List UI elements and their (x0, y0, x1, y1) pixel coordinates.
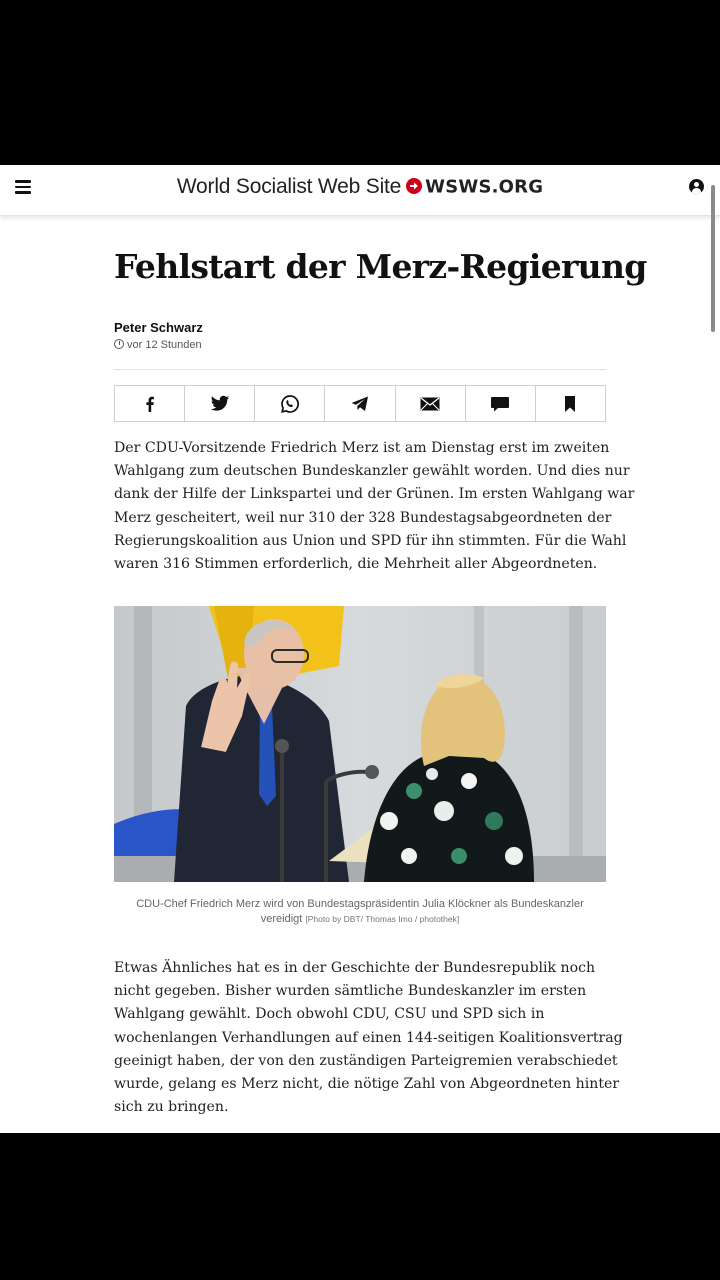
site-name: World Socialist Web Site (176, 175, 402, 198)
site-logo[interactable] (0, 175, 720, 199)
paragraph-line: wochenlangen Verhandlungen auf einen 144-seitigen Koalitionsvertrag (114, 1029, 623, 1046)
browser-viewport (0, 165, 720, 1133)
bookmark-button[interactable] (536, 386, 605, 421)
paragraph-line: Der CDU-Vorsitzende Friedrich Merz ist am Dienstag erst im zweiten (114, 440, 610, 456)
article-title: Fehlstart der Merz-Regierung (114, 247, 647, 286)
paragraph-line: Etwas Ähnliches hat es in der Geschichte der Bundesrepublik noch (114, 960, 596, 976)
timestamp-text: vor 12 Stunden (127, 339, 202, 351)
divider (114, 369, 606, 370)
telegram-icon (350, 395, 370, 413)
photo-caption (114, 897, 606, 927)
user-account-icon[interactable] (689, 179, 704, 194)
share-whatsapp-button[interactable] (255, 386, 325, 421)
article-timestamp (114, 339, 202, 351)
paragraph-line: waren 316 Stimmen erforderlich, die Mehrheit aller Abgeordneten. (114, 556, 598, 573)
paragraph-line: Regierungskoalition aus Union und SPD für ihn stimmten. Für die Wahl (114, 532, 627, 549)
wsws-arrow-logo-icon (406, 178, 422, 194)
photo-illustration (114, 606, 606, 882)
share-facebook-button[interactable] (115, 386, 185, 421)
caption-line-1: CDU-Chef Friedrich Merz wird von Bundestagspräsidentin Julia Klöckner als Bundeskanzler (136, 898, 584, 910)
site-header (0, 165, 720, 216)
bookmark-icon (563, 395, 577, 413)
share-telegram-button[interactable] (325, 386, 395, 421)
twitter-icon (210, 395, 230, 413)
paragraph-line: wurde, gelang es Merz nicht, die nötige Zahl von Abgeordneten hinter (114, 1076, 620, 1093)
paragraph-line: nicht gegeben. Bisher wurden sämtliche Bundeskanzler im ersten (114, 983, 587, 1000)
email-icon (420, 397, 440, 411)
share-bar (114, 385, 606, 422)
paragraph-line: geeinigt haben, der von den zuständigen Parteigremien verabschiedet (114, 1052, 618, 1069)
paragraph-line: Wahlgang zum deutschen Bundeskanzler gewählt worden. Und dies nur (114, 463, 630, 480)
article-paragraph-1 (114, 437, 635, 576)
share-twitter-button[interactable] (185, 386, 255, 421)
paragraph-line: Wahlgang gewählt. Doch obwohl CDU, CSU und SPD sich in (114, 1006, 545, 1023)
whatsapp-icon (280, 394, 300, 414)
caption-line-2 (114, 912, 606, 927)
caption-text: vereidigt (260, 913, 303, 925)
site-domain: WSWS.ORG (425, 176, 544, 198)
page-scrollbar[interactable] (711, 185, 715, 332)
share-email-button[interactable] (396, 386, 466, 421)
paragraph-line: sich zu bringen. (114, 1099, 229, 1116)
clock-icon (114, 339, 124, 349)
paragraph-line: dank der Hilfe der Linkspartei und der Grünen. Im ersten Wahlgang war (114, 486, 635, 503)
article-photo[interactable] (114, 606, 606, 882)
facebook-icon (141, 395, 159, 413)
paragraph-line: Merz gescheitert, weil nur 310 der 328 Bundestagsabgeordneten der (114, 509, 612, 526)
article-paragraph-2 (114, 957, 623, 1119)
comments-button[interactable] (466, 386, 536, 421)
photo-credit: [Photo by DBT/ Thomas Imo / photothek] (305, 914, 460, 924)
comment-icon (490, 395, 510, 413)
article-author[interactable]: Peter Schwarz (114, 320, 203, 335)
